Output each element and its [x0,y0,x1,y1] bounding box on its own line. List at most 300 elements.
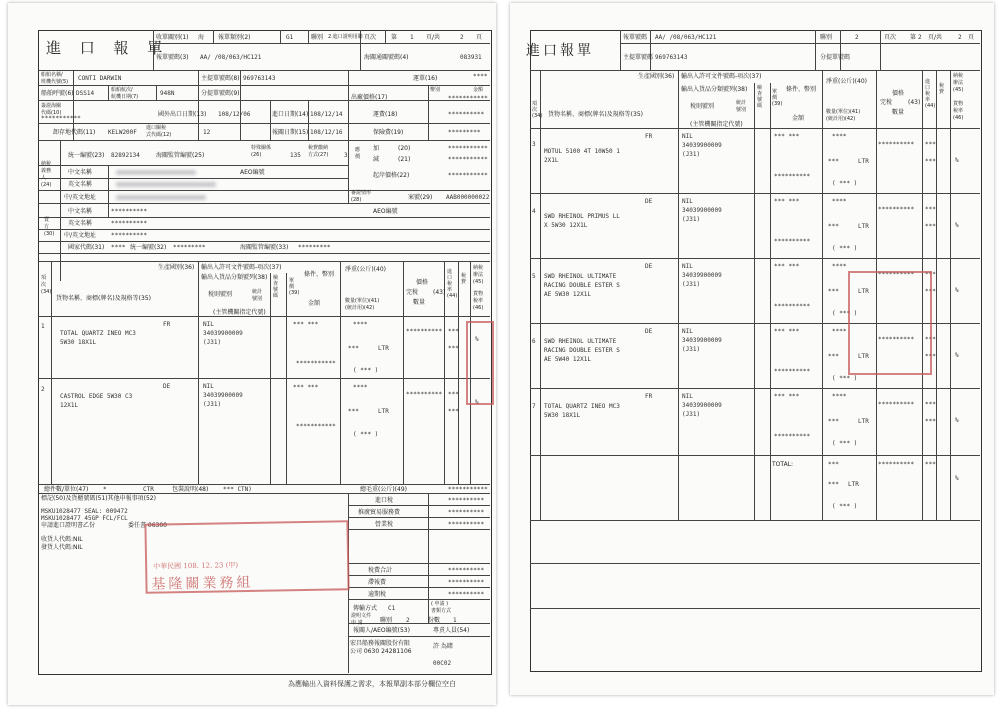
item-desc: MOTUL 5100 4T 10W50 1 [544,148,620,155]
p2-col-value-no: (43) [908,99,921,106]
p2-col-duty-qty: 數量 [892,109,905,116]
export-date-value: 108/12/06 [218,111,251,118]
pkg-value: * [103,486,107,493]
voyage-value: 948N [160,90,175,97]
p2-mbl-label: 主提單號碼 [623,54,654,61]
doctype-value: G1 [286,34,294,41]
item-tax-mark: % [475,336,479,343]
p2-page-number: 2 [918,34,922,41]
item-no: 7 [532,403,536,410]
item-code: NIL [682,328,693,335]
gross-value: *********** [448,486,488,493]
p2-declno-label: 報單號碼 [623,34,648,41]
item-desc: TOTAL QUARTZ INEO MC3 [544,403,620,410]
p2-col-value: 價格 [892,90,905,97]
fee-value: ********** [448,509,485,516]
item-unit: (J31) [682,216,701,223]
wrap-value: *** CTN) [223,486,252,493]
item-net: **** [832,328,847,335]
p2-col-permit: 輸出入許可文件號碼-項次(37) [681,73,762,80]
col-terms: 條件、幣別 [304,271,335,278]
seller-country-label: 國家代碼(31) [68,244,105,251]
seller-en-label: 英文名稱 [68,220,93,227]
amount-label: 金額 [473,87,484,93]
marks-line: 收貨人代碼:NIL [41,536,83,543]
port-value: KELW200F [108,129,137,136]
p2-col-origin: 生產國別(36) [638,73,675,80]
item-tax-rate: *** [448,391,459,398]
item-qty-unit: LTR [858,353,869,360]
pkg-unit: CTR [143,486,154,493]
item-unit: (J31) [203,401,222,408]
item-price: *** *** [293,321,319,328]
p2-col-tariff: 貨物 稅率 (46) [953,101,964,121]
p2-page-total: 2 [958,34,962,41]
redacted-field [116,170,196,175]
item-amount: *********** [296,360,336,367]
sub-code: (21) [398,156,411,163]
seller-addr-value: ********** [111,232,148,239]
declno-label: 報單號碼(3) [156,54,189,61]
item-tax-mark: % [955,417,959,424]
item-desc: X 5W30 12X1L [544,222,588,229]
item-price: *** *** [293,384,319,391]
voyage-label: 船舶航次/ 航機日期(7) [111,87,139,100]
item-unit: (J31) [682,151,701,158]
item-desc: SWD RHEINOL ULTIMATE [544,338,617,345]
total-tax-value: ********** [448,567,485,574]
item-tax-rate: *** [925,336,936,343]
seller-addr-label: 中/英文地址 [64,232,97,239]
item-desc: RACING DOUBLE ESTER S [544,282,620,289]
freight-value: ********** [448,111,485,118]
hbl-label: 分提單號碼(9) [201,90,240,97]
p2-page-last: 頁 [968,34,975,41]
mbl-label: 主提單號碼(8) [201,75,240,82]
late2-label: 逾期稅 [368,591,387,598]
seller-country-value: **** [111,244,126,251]
page-number: 1 [410,34,414,41]
broker-value: *********** [41,115,81,122]
seller-aeo-label: AEO編號 [373,208,398,215]
p2-mbl-value: 969763143 [655,54,688,61]
import-tax-label: 進口稅 [375,497,394,504]
item-no: 1 [41,323,45,330]
item-origin: DE [645,198,653,205]
transfer-value: C1 [388,605,396,612]
p2-col-duty: 完稅 [880,99,893,106]
marks-line: MSKU1028477 45GP FCL/FCL [41,515,128,522]
late-value: ********** [448,579,485,586]
broker-label: 報關人/AEO編號(53) [353,627,410,634]
item-net: **** [832,263,847,270]
total-stat: ( *** ) [832,503,858,510]
item-amount: ********** [774,368,811,375]
item-qty: *** [348,345,359,352]
copy-num: 份數 [428,617,441,624]
item-net: **** [832,133,847,140]
item-rate2: *** [448,408,459,415]
col-qty: 數量(單位)(41) (統計用)(42) [345,298,380,311]
decl-date-label: 報關日期(15) [272,129,309,136]
joint-value: 2.進口證明用聯 [328,34,363,40]
item-desc: AE 5W30 12X1L [544,291,591,298]
insurance-value: ********* [448,129,481,136]
page-first: 第 [391,34,398,41]
footnote: 為應輸出入資料保護之需求，本報單副本部分欄位空白 [288,680,456,688]
customs-value: 海 [198,34,205,41]
p2-page-mid: 頁/共 [928,34,943,41]
col-duty: 完稅 [406,289,419,296]
item-stat: ( *** ) [832,245,858,252]
declaration-page-2 [510,3,994,695]
p2-col-unit: 單 價 (39) [772,89,783,107]
permit-label: 案號(29) [408,194,433,201]
importer-customs-label: 海關監管編號(25) [156,152,205,159]
seller-customs-value: ********* [298,244,331,251]
broker-company: 宏昌船務報關股份有限 [350,640,411,647]
p2-col-net: 淨重(公斤)(40) [826,78,867,85]
item-origin: FR [163,321,171,328]
add-code: (20) [398,145,411,152]
review-label: 審證情形 (28) [351,190,372,203]
col-permit: 輸出入許可文件號碼-項次(37) [201,264,282,271]
item-desc: TOTAL QUARTZ INEO MC3 [60,330,136,337]
fob-value: *********** [448,95,488,102]
col-unit: 單 價 (39) [289,278,300,296]
item-no: 3 [532,141,536,148]
item-rate2: *** [925,353,936,360]
item-stat: ( *** ) [353,431,379,438]
col-value: 價格 [416,279,429,286]
marks-line: 發貨人代碼:NIL [41,544,83,551]
total-mark: % [955,475,959,482]
item-origin: DE [645,328,653,335]
item-unit: (J31) [682,281,701,288]
item-no: 2 [41,386,45,393]
item-net: **** [353,384,368,391]
importer-en-label: 英文名稱 [68,181,93,188]
item-hs: 34039900009 [682,337,722,344]
item-code: NIL [203,383,214,390]
customs-stamp [848,271,932,375]
side-stamp [466,321,494,405]
total-value: ********** [878,461,915,468]
col-duty-qty: 數量 [413,299,426,306]
special-label: 特殊關係 (26) [251,145,272,158]
item-amount: ********** [774,303,811,310]
importer-uid-value: 82892134 [111,152,140,159]
importer-section-label: 納稅 義務 人 (24) [41,161,52,188]
item-net: **** [832,198,847,205]
total-tax: *** [925,461,936,468]
import-date-value: 108/12/14 [310,111,343,118]
col-sub: 輸出入貨品分類號列(38) [201,274,268,281]
marks-label: 標記(50)及貨櫃號碼(51)其他申報事項(52) [41,495,156,502]
redacted-field [116,195,206,200]
doctype-label: 報單類別(2) [218,34,251,41]
item-hs: 34039900009 [203,392,243,399]
col-item: 項 次 (34) [41,275,52,295]
late2-value: ********** [448,591,485,598]
importer-addr-label: 中/英文地址 [64,194,97,201]
p2-hbl-label: 分提單號碼 [820,54,851,61]
total-label: TOTAL: [772,461,794,468]
importer-cn-label: 中文名稱 [68,169,93,176]
broker-label: 簽證海關 代碼(10) [41,103,62,116]
port-label: 卸存地代碼(11) [53,129,96,136]
col-code: 稅則號別 [208,291,233,298]
item-tax-rate: *** [925,141,936,148]
stamp-text: 基隆關業務組 [151,574,254,593]
pkg-label: 總件數/單位(47) [44,486,89,493]
sub-label: 減 [373,156,380,163]
wrap-label: 包裝說明(48) [172,486,209,493]
seller-cn-value: ********** [111,208,148,215]
item-price: *** *** [774,263,800,270]
item-hs: 34039900009 [682,142,722,149]
item-no: 5 [532,273,536,280]
seller-customs-label: 海關監管編號(33) [240,244,289,251]
marks-line: MSKU1028477 SEAL: 009472 [41,508,128,515]
p2-col-desc: 貨物名稱、商標(牌名)及規格等(35) [548,111,643,118]
item-value: ********** [878,401,915,408]
currency-label: 幣別 [430,87,441,93]
express-value: 083931 [460,54,482,61]
callsign-label: 船舶呼號(6) [41,90,74,97]
total-qty: *** [828,481,839,488]
item-origin: DE [645,263,653,270]
callsign-value: DSS14 [76,90,95,97]
sub-amount: *********** [448,156,488,163]
item-rate2: *** [925,223,936,230]
declno-value: AA/ /08/063/HC121 [200,54,262,61]
importer-aeo-label: AEO編號 [240,169,265,176]
vessel-value: CONTI DARWIN [78,75,122,82]
item-origin: FR [645,393,653,400]
col-value-no: (43) [433,289,446,296]
p2-col-item: 項 次 (34) [532,101,543,119]
seller-uid-value: ********* [173,244,206,251]
item-net: **** [832,393,847,400]
item-amount: ********** [774,173,811,180]
item-amount: *********** [296,423,336,430]
item-net: **** [353,321,368,328]
stamp-date: 中華民國 108. 12. 23 (甲) [153,561,239,571]
item-desc: SWD RHEINOL PRIMUS LL [544,213,620,220]
item-tax-rate: *** [925,206,936,213]
copy-joint: 聯別 [380,617,393,624]
express-label: 海關通關號碼(4) [364,54,409,61]
col-tariff: 貨物 稅率 (46) [473,291,484,311]
item-tax-mark: % [475,399,479,406]
item-value: ********** [406,328,443,335]
item-origin: FR [645,133,653,140]
price-label: 應 價 [355,147,361,160]
p2-col-method: 納稅 辦法 (45) [953,73,964,93]
importer-uid-label: 統一編號(23) [68,152,105,159]
item-price: *** *** [774,393,800,400]
tax-label: 進口關稅 式代碼(12) [146,125,172,138]
col-amount: 金額 [308,300,321,307]
item-qty-unit: LTR [858,288,869,295]
cif-value: *********** [448,172,488,179]
item-stat: ( *** ) [832,375,858,382]
marks-line: 申請進口證明書乙份 [41,522,96,529]
fee-label: 推廣貿易服務費 [358,509,401,516]
item-qty-unit: LTR [858,418,869,425]
p2-col-stat: 統計 號別 [736,100,747,113]
col-inspect: 檢 查 號 碼 [273,275,279,299]
p2-col-sub: 輸出入貨品分類號列(38) [681,86,748,93]
item-price: *** *** [774,198,800,205]
apply-label: ( 申請 ) 書類方式 [431,601,452,614]
p2-col-amount: 金額 [792,115,805,122]
total-unit: LTR [848,481,859,488]
item-origin: DE [163,383,171,390]
item-price: *** *** [774,328,800,335]
item-rate2: *** [448,345,459,352]
item-desc: 2X1L [544,157,559,164]
item-stat: ( *** ) [832,310,858,317]
p2-pages-label: 頁次 [884,34,897,41]
fob-label: 出廠價格(17) [351,94,388,101]
customs-stamp [144,520,349,594]
tax-method-label: 稅費繳納 方式(27) [308,145,329,158]
item-value: ********** [878,336,915,343]
cif-label: 起岸價格(22) [373,172,410,179]
item-price: *** *** [774,133,800,140]
shipped-value: **** [473,73,488,80]
col-tax: 稅 費 [461,273,467,285]
add-label: 加 [373,145,380,152]
item-hs: 34039900009 [682,207,722,214]
item-tax-rate: *** [448,328,459,335]
item-stat: ( *** ) [832,440,858,447]
item-unit: (J31) [682,346,701,353]
item-value: ********** [406,391,443,398]
mbl-value: 969763143 [243,75,276,82]
item-tax-rate: *** [925,401,936,408]
p2-col-inspect: 檢 查 號 碼 [757,85,763,109]
total-net: *** [828,461,839,468]
broker-company-code: 公司 0630 24281106 [350,648,412,655]
item-desc: SWD RHEINOL ULTIMATE [544,273,617,280]
officer-label: 專責人員(54) [433,627,470,634]
seller-cn-label: 中文名稱 [68,208,93,215]
redacted-field [116,182,216,187]
biz-value: ********** [448,521,485,528]
item-value: ********** [878,206,915,213]
seller-en-value: ********** [111,220,148,227]
item-desc: 5W30 18X1L [60,339,97,346]
col-rate: 進 口 稅 率 (44) [447,269,458,299]
col-method: 納稅 辦法 (45) [473,265,484,285]
item-desc: AE 5W40 12X1L [544,356,591,363]
item-stat: ( *** ) [832,180,858,187]
item-hs: 34039900009 [682,272,722,279]
form-title: 進口報單 [526,43,594,59]
item-value: ********** [878,271,915,278]
officer-permit: 許 為賭 [433,643,453,650]
page-mid: 頁/共 [426,34,441,41]
marks-line: 委任書 06300 [128,522,167,529]
p2-page-first: 第 [910,34,917,41]
insurance-label: 保險費(19) [373,129,404,136]
col-stat: 統計 號別 [252,289,263,302]
item-qty-unit: LTR [858,158,869,165]
vessel-label: 船舶名稱/ 班機代號(5) [41,72,69,85]
copy-num-value: 1 [453,617,457,624]
pages-label: 頁次 [364,34,377,41]
col-desc: 貨物名稱、商標(牌名)及規格等(35) [56,295,151,302]
item-qty: *** [828,223,839,230]
item-desc: 12X1L [60,402,79,409]
late-label: 滯報費 [368,579,387,586]
freight-label: 運費(18) [373,111,398,118]
p2-col-rate: 進 口 稅 率 (44) [925,79,936,109]
p2-col-code: 稅則號別 [690,103,715,110]
item-code: NIL [682,133,693,140]
item-value: ********** [878,141,915,148]
item-tax-mark: % [955,352,959,359]
import-tax-value: ********** [448,497,485,504]
item-code: NIL [203,321,214,328]
item-qty-unit: LTR [378,408,389,415]
item-code: NIL [682,393,693,400]
p2-joint-value: 2 [855,34,859,41]
item-desc: 5W30 18X1L [544,412,581,419]
item-no: 4 [532,208,536,215]
add-amount: *********** [448,145,488,152]
p2-col-owner: (主管機關指定代號) [690,121,743,128]
decl-date-value: 108/12/16 [310,129,343,136]
biz-label: 營業稅 [375,521,394,528]
form-title: 進 口 報 單 [46,39,170,57]
transfer-label: 傳輸方式 [353,605,378,612]
item-qty: *** [828,158,839,165]
declaration-page-1 [8,3,496,705]
item-tax-mark: % [955,287,959,294]
item-qty: *** [828,418,839,425]
p2-col-qty: 數量(單位)(41) (統計用)(42) [826,109,861,122]
item-qty-unit: LTR [378,345,389,352]
item-tax-mark: % [955,222,959,229]
item-unit: (J31) [682,411,701,418]
p2-declno-value: AA/ /08/063/HC121 [655,34,717,41]
item-stat: ( *** ) [353,367,379,374]
customs-label: 收單關別(1) [156,34,189,41]
item-tax-rate: *** [925,271,936,278]
item-amount: ********** [774,433,811,440]
item-code: NIL [682,263,693,270]
item-no: 6 [532,338,536,345]
col-owner: (主管機關指定代號) [213,309,266,316]
special-value: 135 [290,152,301,159]
copy-joint-value: 2 [406,617,410,624]
item-desc: CASTROL EDGE 5W30 C3 [60,393,133,400]
item-qty: *** [348,408,359,415]
item-qty: *** [828,288,839,295]
item-hs: 34039900009 [203,330,243,337]
tax-method-value: 3 [344,152,348,159]
item-code: NIL [682,198,693,205]
col-origin: 生產國別(36) [158,264,195,271]
tax-value: 12 [203,129,211,136]
import-date-label: 進口日期(14) [272,111,309,118]
item-rate2: *** [925,418,936,425]
shipped-label: 運單(16) [413,75,438,82]
